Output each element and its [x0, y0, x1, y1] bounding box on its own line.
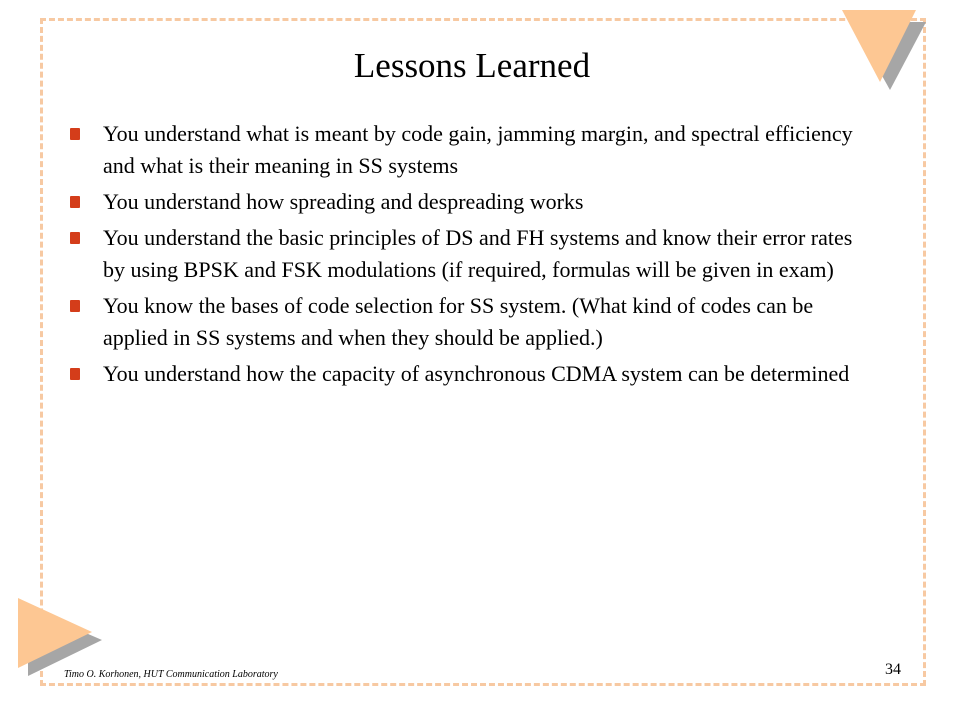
bullet-text: You know the bases of code selection for SS system. (What kind of codes can be applied in SS systems and when they should be applied.)	[103, 293, 814, 350]
bullet-text: You understand how the capacity of asynchronous CDMA system can be determined	[103, 361, 850, 386]
bullet-item	[70, 118, 870, 182]
bullet-item	[70, 186, 870, 218]
bullet-marker-icon	[70, 232, 80, 244]
bullet-item	[70, 358, 870, 390]
bullet-text: You understand what is meant by code gain, jamming margin, and spectral efficiency and what is their meaning in SS systems	[103, 121, 853, 178]
bullet-text: You understand the basic principles of DS and FH systems and know their error rates by using BPSK and FSK modulations (if required, formulas will be given in exam)	[103, 225, 853, 282]
bullet-item	[70, 222, 870, 286]
bullet-list	[70, 118, 870, 394]
bullet-marker-icon	[70, 128, 80, 140]
bullet-text: You understand how spreading and despreading works	[103, 189, 584, 214]
bullet-marker-icon	[70, 300, 80, 312]
bullet-marker-icon	[70, 368, 80, 380]
bullet-marker-icon	[70, 196, 80, 208]
slide-title: Lessons Learned	[353, 46, 591, 85]
bullet-item	[70, 290, 870, 354]
footer-author: Timo O. Korhonen, HUT Communication Laboratory	[64, 669, 278, 680]
page-number: 34	[885, 661, 901, 678]
bottom-left-triangle-decoration	[14, 594, 106, 680]
